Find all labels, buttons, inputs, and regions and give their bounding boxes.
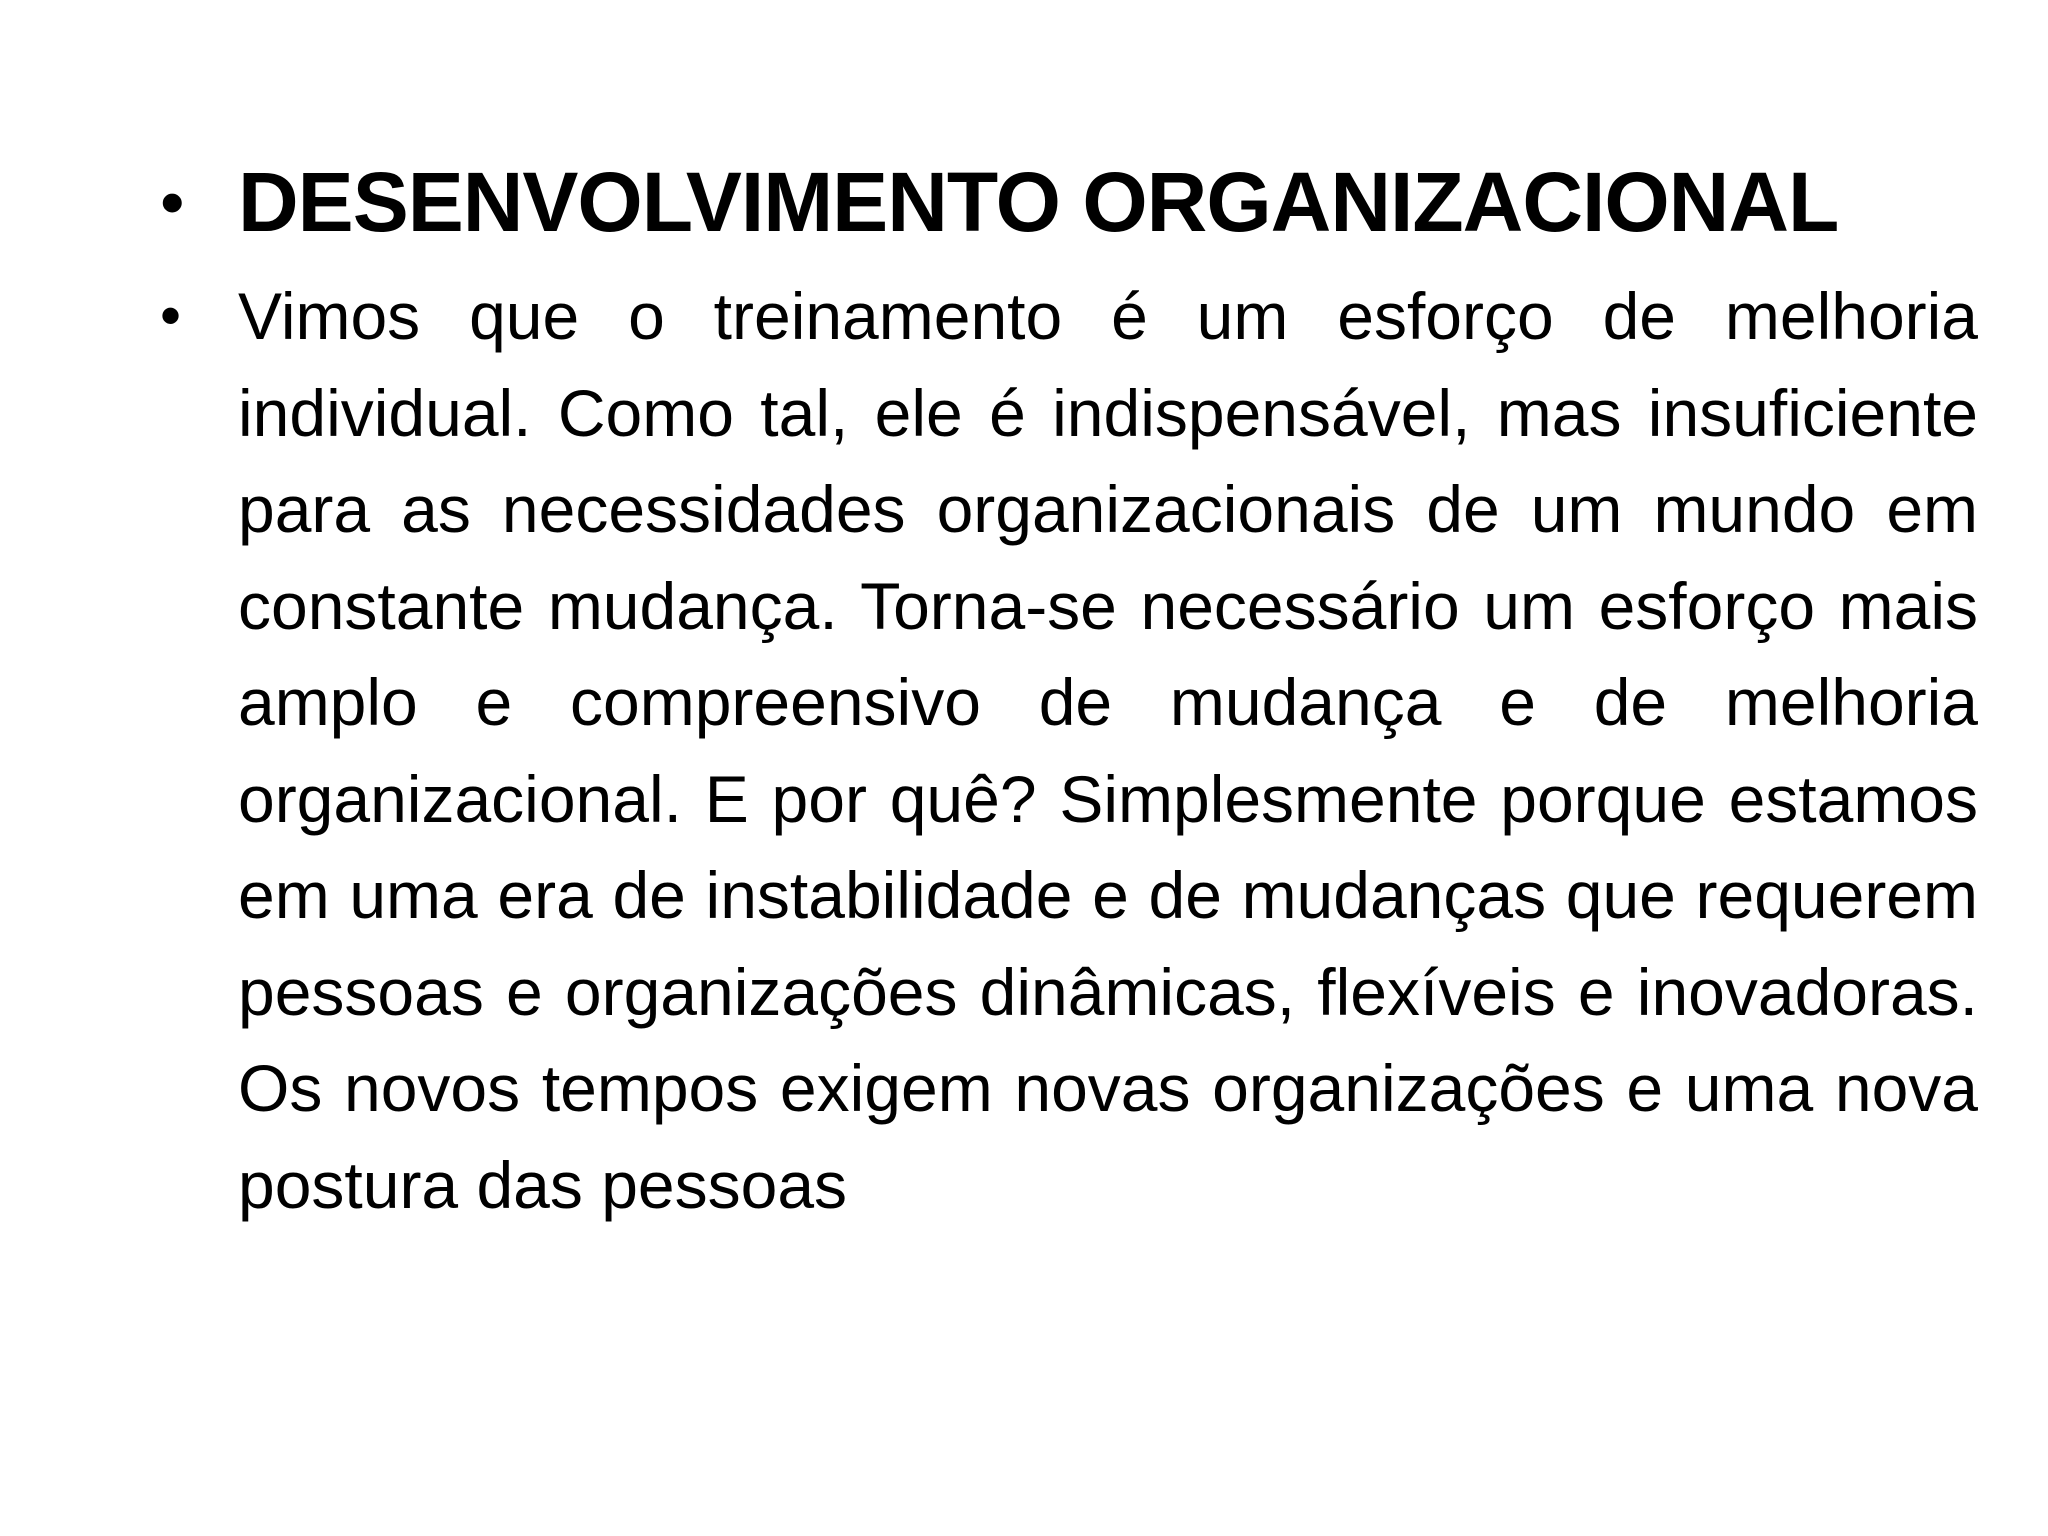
bullet-icon: • <box>160 163 184 241</box>
bullet-icon: • <box>160 282 182 349</box>
bullet-item-title <box>160 148 1980 256</box>
bullet-item-body <box>160 268 1980 1233</box>
slide-title: DESENVOLVIMENTO ORGANIZACIONAL <box>238 155 1839 249</box>
bullet-list <box>160 148 1980 1233</box>
body-paragraph: Vimos que o treinamento é um esforço de melhoria individual. Como tal, ele é indispensável, mas insuficiente para as necessidades organizacionais de um mundo em constante mudança. Torna-se necessário um esforço mais amplo e compreensivo de mudança e de melhoria organizacional. E por quê? Simplesmente porque estamos em uma era de instabilidade e de mudanças que requerem pessoas e organizações dinâmicas, flexíveis e inovadoras. Os novos tempos exigem novas organizações e uma nova postura das pessoas <box>238 279 1978 1222</box>
